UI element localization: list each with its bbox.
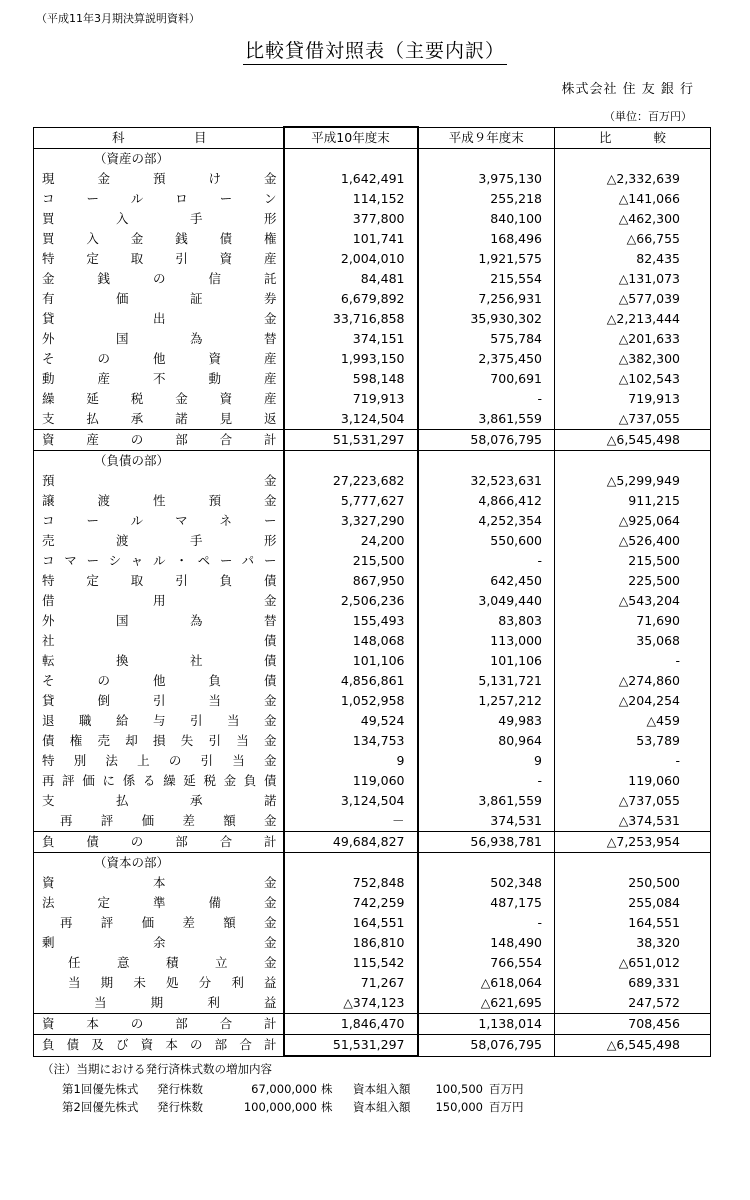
- current-year-value: 49,524: [284, 711, 418, 731]
- comparison-value: △462,300: [555, 209, 711, 229]
- account-label: 売渡手形: [34, 531, 284, 551]
- comparison-value: 708,456: [555, 1014, 711, 1035]
- current-year-value: 115,542: [284, 953, 418, 973]
- previous-year-value: 700,691: [418, 369, 555, 389]
- section-label: （負債の部）: [34, 451, 284, 472]
- account-label: その他資産: [34, 349, 284, 369]
- current-year-value: 3,124,504: [284, 409, 418, 430]
- previous-year-value: 2,375,450: [418, 349, 555, 369]
- previous-year-value: 642,450: [418, 571, 555, 591]
- table-row: [34, 651, 711, 671]
- current-year-value: 33,716,858: [284, 309, 418, 329]
- table-row: [34, 771, 711, 791]
- previous-year-value: 56,938,781: [418, 832, 555, 853]
- table-row: [34, 389, 711, 409]
- current-year-value: 1,846,470: [284, 1014, 418, 1035]
- section-header-row: [34, 853, 711, 874]
- previous-year-value: 3,975,130: [418, 169, 555, 189]
- current-year-value: 377,800: [284, 209, 418, 229]
- current-year-value: 1,642,491: [284, 169, 418, 189]
- current-year-value: 101,106: [284, 651, 418, 671]
- total-row: [34, 1014, 711, 1035]
- note-capital: 150,000: [435, 1100, 483, 1114]
- account-label: 再評価差額金: [34, 913, 284, 933]
- previous-year-value: 215,554: [418, 269, 555, 289]
- comparison-value: 255,084: [555, 893, 711, 913]
- comparison-value: △2,213,444: [555, 309, 711, 329]
- current-year-value: 598,148: [284, 369, 418, 389]
- comparison-value: △577,039: [555, 289, 711, 309]
- account-label: 支払承諾見返: [34, 409, 284, 430]
- current-year-value: 6,679,892: [284, 289, 418, 309]
- previous-year-value: 255,218: [418, 189, 555, 209]
- previous-year-value: 3,861,559: [418, 409, 555, 430]
- table-row: [34, 229, 711, 249]
- empty-cell: [418, 853, 555, 874]
- company-name: 株式会社 住 友 銀 行: [561, 82, 694, 97]
- table-row: [34, 551, 711, 571]
- comparison-value: △737,055: [555, 791, 711, 811]
- section-label: （資産の部）: [34, 149, 284, 170]
- comparison-value: -: [555, 651, 711, 671]
- comparison-value: △66,755: [555, 229, 711, 249]
- account-label: 任意積立金: [34, 953, 284, 973]
- comparison-value: 225,500: [555, 571, 711, 591]
- note-stock-name: 第2回優先株式: [62, 1100, 139, 1114]
- previous-year-value: -: [418, 389, 555, 409]
- previous-year-value: 168,496: [418, 229, 555, 249]
- previous-year-value: 9: [418, 751, 555, 771]
- table-row: [34, 471, 711, 491]
- header-current-year: 平成10年度末: [284, 127, 418, 149]
- previous-year-value: -: [418, 913, 555, 933]
- comparison-value: 247,572: [555, 993, 711, 1014]
- comparison-value: △382,300: [555, 349, 711, 369]
- account-label: 外国為替: [34, 329, 284, 349]
- current-year-value: 5,777,627: [284, 491, 418, 511]
- current-year-value: 134,753: [284, 731, 418, 751]
- previous-year-value: 58,076,795: [418, 1035, 555, 1057]
- page-title-text: 比較貸借対照表（主要内訳）: [243, 40, 507, 65]
- empty-cell: [555, 853, 711, 874]
- comparison-value: △102,543: [555, 369, 711, 389]
- previous-year-value: △621,695: [418, 993, 555, 1014]
- empty-cell: [418, 451, 555, 472]
- table-row: [34, 329, 711, 349]
- table-row: [34, 671, 711, 691]
- table-row: [34, 933, 711, 953]
- account-label: 法定準備金: [34, 893, 284, 913]
- comparison-value: 119,060: [555, 771, 711, 791]
- comparison-value: 71,690: [555, 611, 711, 631]
- previous-year-value: 80,964: [418, 731, 555, 751]
- comparison-value: △374,531: [555, 811, 711, 832]
- total-row: [34, 832, 711, 853]
- previous-year-value: 3,861,559: [418, 791, 555, 811]
- account-label: 資産の部合計: [34, 430, 284, 451]
- comparison-value: 53,789: [555, 731, 711, 751]
- table-row: [34, 913, 711, 933]
- note-capital-unit: 百万円: [489, 1100, 524, 1114]
- comparison-value: △6,545,498: [555, 1035, 711, 1057]
- note-capital: 100,500: [435, 1082, 483, 1096]
- account-label: 再評価に係る繰延税金負債: [34, 771, 284, 791]
- account-label: 債権売却損失引当金: [34, 731, 284, 751]
- note-shares-label: 発行株数: [157, 1100, 203, 1114]
- account-label: 貸出金: [34, 309, 284, 329]
- comparison-value: 38,320: [555, 933, 711, 953]
- section-header-row: [34, 149, 711, 170]
- comparison-value: △5,299,949: [555, 471, 711, 491]
- table-row: [34, 571, 711, 591]
- unit-label: （単位：百万円）: [604, 110, 692, 123]
- comparison-value: △131,073: [555, 269, 711, 289]
- comparison-value: △737,055: [555, 409, 711, 430]
- total-row: [34, 430, 711, 451]
- account-label: 転換社債: [34, 651, 284, 671]
- table-row: [34, 349, 711, 369]
- previous-year-value: 32,523,631: [418, 471, 555, 491]
- notes-line: [42, 1098, 539, 1116]
- table-row: [34, 751, 711, 771]
- grand-total-row: [34, 1035, 711, 1057]
- previous-year-value: 113,000: [418, 631, 555, 651]
- account-label: 借用金: [34, 591, 284, 611]
- previous-year-value: 148,490: [418, 933, 555, 953]
- note-capital-unit: 百万円: [489, 1082, 524, 1096]
- table-row: [34, 531, 711, 551]
- empty-cell: [418, 149, 555, 170]
- current-year-value: 51,531,297: [284, 430, 418, 451]
- account-label: 特定取引負債: [34, 571, 284, 591]
- note-shares-label: 発行株数: [157, 1082, 203, 1096]
- previous-year-value: 4,252,354: [418, 511, 555, 531]
- current-year-value: 51,531,297: [284, 1035, 418, 1057]
- table-row: [34, 511, 711, 531]
- empty-cell: [284, 451, 418, 472]
- current-year-value: 101,741: [284, 229, 418, 249]
- table-row: [34, 893, 711, 913]
- account-label: 負債の部合計: [34, 832, 284, 853]
- comparison-value: 82,435: [555, 249, 711, 269]
- header-comparison: 比較: [555, 127, 711, 149]
- note-capital-label: 資本組入額: [353, 1100, 411, 1114]
- previous-year-value: 7,256,931: [418, 289, 555, 309]
- current-year-value: 3,327,290: [284, 511, 418, 531]
- current-year-value: 24,200: [284, 531, 418, 551]
- table-row: [34, 811, 711, 832]
- table-row: [34, 611, 711, 631]
- account-label: 譲渡性預金: [34, 491, 284, 511]
- account-label: 買入手形: [34, 209, 284, 229]
- comparison-value: 215,500: [555, 551, 711, 571]
- table-row: [34, 409, 711, 430]
- table-row: [34, 993, 711, 1014]
- current-year-value: 2,506,236: [284, 591, 418, 611]
- previous-year-value: 1,257,212: [418, 691, 555, 711]
- comparison-value: 911,215: [555, 491, 711, 511]
- comparison-value: △6,545,498: [555, 430, 711, 451]
- note-capital-label: 資本組入額: [353, 1082, 411, 1096]
- table-header-row: [34, 127, 711, 149]
- account-label: 退職給与引当金: [34, 711, 284, 731]
- comparison-value: 164,551: [555, 913, 711, 933]
- previous-year-value: 49,983: [418, 711, 555, 731]
- account-label: 資本金: [34, 873, 284, 893]
- current-year-value: 114,152: [284, 189, 418, 209]
- table-row: [34, 973, 711, 993]
- account-label: コールローン: [34, 189, 284, 209]
- comparison-value: △274,860: [555, 671, 711, 691]
- notes-heading: （注）当期における発行済株式数の増加内容: [42, 1062, 272, 1076]
- account-label: 特定取引資産: [34, 249, 284, 269]
- current-year-value: 71,267: [284, 973, 418, 993]
- previous-year-value: 487,175: [418, 893, 555, 913]
- current-year-value: 84,481: [284, 269, 418, 289]
- table-row: [34, 591, 711, 611]
- document-note: （平成11年3月期決算説明資料）: [36, 12, 200, 25]
- comparison-value: 689,331: [555, 973, 711, 993]
- account-label: 買入金銭債権: [34, 229, 284, 249]
- header-account: 科目: [34, 127, 284, 149]
- account-label: 繰延税金資産: [34, 389, 284, 409]
- comparison-value: △141,066: [555, 189, 711, 209]
- table-row: [34, 189, 711, 209]
- table-row: [34, 631, 711, 651]
- current-year-value: 119,060: [284, 771, 418, 791]
- comparison-value: △2,332,639: [555, 169, 711, 189]
- previous-year-value: 101,106: [418, 651, 555, 671]
- comparison-value: △543,204: [555, 591, 711, 611]
- previous-year-value: 58,076,795: [418, 430, 555, 451]
- table-row: [34, 309, 711, 329]
- notes-line: [42, 1080, 539, 1098]
- account-label: 預金: [34, 471, 284, 491]
- comparison-value: 35,068: [555, 631, 711, 651]
- note-stock-name: 第1回優先株式: [62, 1082, 139, 1096]
- previous-year-value: 575,784: [418, 329, 555, 349]
- table-row: [34, 711, 711, 731]
- comparison-value: △651,012: [555, 953, 711, 973]
- account-label: 支払承諾: [34, 791, 284, 811]
- account-label: 現金預け金: [34, 169, 284, 189]
- account-label: 金銭の信託: [34, 269, 284, 289]
- page-title: [0, 36, 750, 63]
- comparison-value: -: [555, 751, 711, 771]
- account-label: その他負債: [34, 671, 284, 691]
- previous-year-value: 766,554: [418, 953, 555, 973]
- note-shares: 67,000,000: [251, 1082, 317, 1096]
- current-year-value: 4,856,861: [284, 671, 418, 691]
- current-year-value: 186,810: [284, 933, 418, 953]
- current-year-value: 374,151: [284, 329, 418, 349]
- comparison-value: 250,500: [555, 873, 711, 893]
- previous-year-value: △618,064: [418, 973, 555, 993]
- previous-year-value: 840,100: [418, 209, 555, 229]
- table-row: [34, 873, 711, 893]
- current-year-value: 719,913: [284, 389, 418, 409]
- account-label: コマーシャル・ペーパー: [34, 551, 284, 571]
- comparison-value: 719,913: [555, 389, 711, 409]
- previous-year-value: 374,531: [418, 811, 555, 832]
- current-year-value: 155,493: [284, 611, 418, 631]
- account-label: コールマネー: [34, 511, 284, 531]
- empty-cell: [284, 149, 418, 170]
- table-row: [34, 249, 711, 269]
- empty-cell: [284, 853, 418, 874]
- account-label: 社債: [34, 631, 284, 651]
- header-previous-year: 平成９年度末: [418, 127, 555, 149]
- current-year-value: 3,124,504: [284, 791, 418, 811]
- current-year-value: 27,223,682: [284, 471, 418, 491]
- current-year-value: 148,068: [284, 631, 418, 651]
- previous-year-value: 502,348: [418, 873, 555, 893]
- comparison-value: △459: [555, 711, 711, 731]
- comparison-value: △201,633: [555, 329, 711, 349]
- account-label: 有価証券: [34, 289, 284, 309]
- section-label: （資本の部）: [34, 853, 284, 874]
- current-year-value: △374,123: [284, 993, 418, 1014]
- current-year-value: 215,500: [284, 551, 418, 571]
- note-shares: 100,000,000: [243, 1100, 317, 1114]
- account-label: 当期利益: [34, 993, 284, 1014]
- account-label: 外国為替: [34, 611, 284, 631]
- table-row: [34, 369, 711, 389]
- previous-year-value: 4,866,412: [418, 491, 555, 511]
- current-year-value: －: [284, 811, 418, 832]
- previous-year-value: 1,921,575: [418, 249, 555, 269]
- account-label: 負債及び資本の部合計: [34, 1035, 284, 1057]
- account-label: 貸倒引当金: [34, 691, 284, 711]
- current-year-value: 867,950: [284, 571, 418, 591]
- account-label: 特別法上の引当金: [34, 751, 284, 771]
- section-header-row: [34, 451, 711, 472]
- table-row: [34, 791, 711, 811]
- table-row: [34, 731, 711, 751]
- note-shares-unit: 株: [321, 1082, 333, 1096]
- note-shares-unit: 株: [321, 1100, 333, 1114]
- current-year-value: 2,004,010: [284, 249, 418, 269]
- table-body: [34, 149, 711, 1057]
- current-year-value: 9: [284, 751, 418, 771]
- table-row: [34, 269, 711, 289]
- account-label: 当期未処分利益: [34, 973, 284, 993]
- previous-year-value: 550,600: [418, 531, 555, 551]
- comparison-value: △7,253,954: [555, 832, 711, 853]
- previous-year-value: 5,131,721: [418, 671, 555, 691]
- current-year-value: 1,052,958: [284, 691, 418, 711]
- previous-year-value: 83,803: [418, 611, 555, 631]
- balance-sheet-table: [33, 126, 711, 1057]
- table-row: [34, 289, 711, 309]
- current-year-value: 742,259: [284, 893, 418, 913]
- current-year-value: 752,848: [284, 873, 418, 893]
- empty-cell: [555, 149, 711, 170]
- previous-year-value: -: [418, 551, 555, 571]
- previous-year-value: 3,049,440: [418, 591, 555, 611]
- previous-year-value: 1,138,014: [418, 1014, 555, 1035]
- previous-year-value: -: [418, 771, 555, 791]
- comparison-value: △526,400: [555, 531, 711, 551]
- table-row: [34, 491, 711, 511]
- empty-cell: [555, 451, 711, 472]
- previous-year-value: 35,930,302: [418, 309, 555, 329]
- account-label: 資本の部合計: [34, 1014, 284, 1035]
- table-row: [34, 953, 711, 973]
- current-year-value: 164,551: [284, 913, 418, 933]
- account-label: 再評価差額金: [34, 811, 284, 832]
- current-year-value: 1,993,150: [284, 349, 418, 369]
- notes: [42, 1060, 539, 1116]
- comparison-value: △925,064: [555, 511, 711, 531]
- table-row: [34, 169, 711, 189]
- account-label: 動産不動産: [34, 369, 284, 389]
- table-row: [34, 209, 711, 229]
- account-label: 剰余金: [34, 933, 284, 953]
- table-row: [34, 691, 711, 711]
- current-year-value: 49,684,827: [284, 832, 418, 853]
- comparison-value: △204,254: [555, 691, 711, 711]
